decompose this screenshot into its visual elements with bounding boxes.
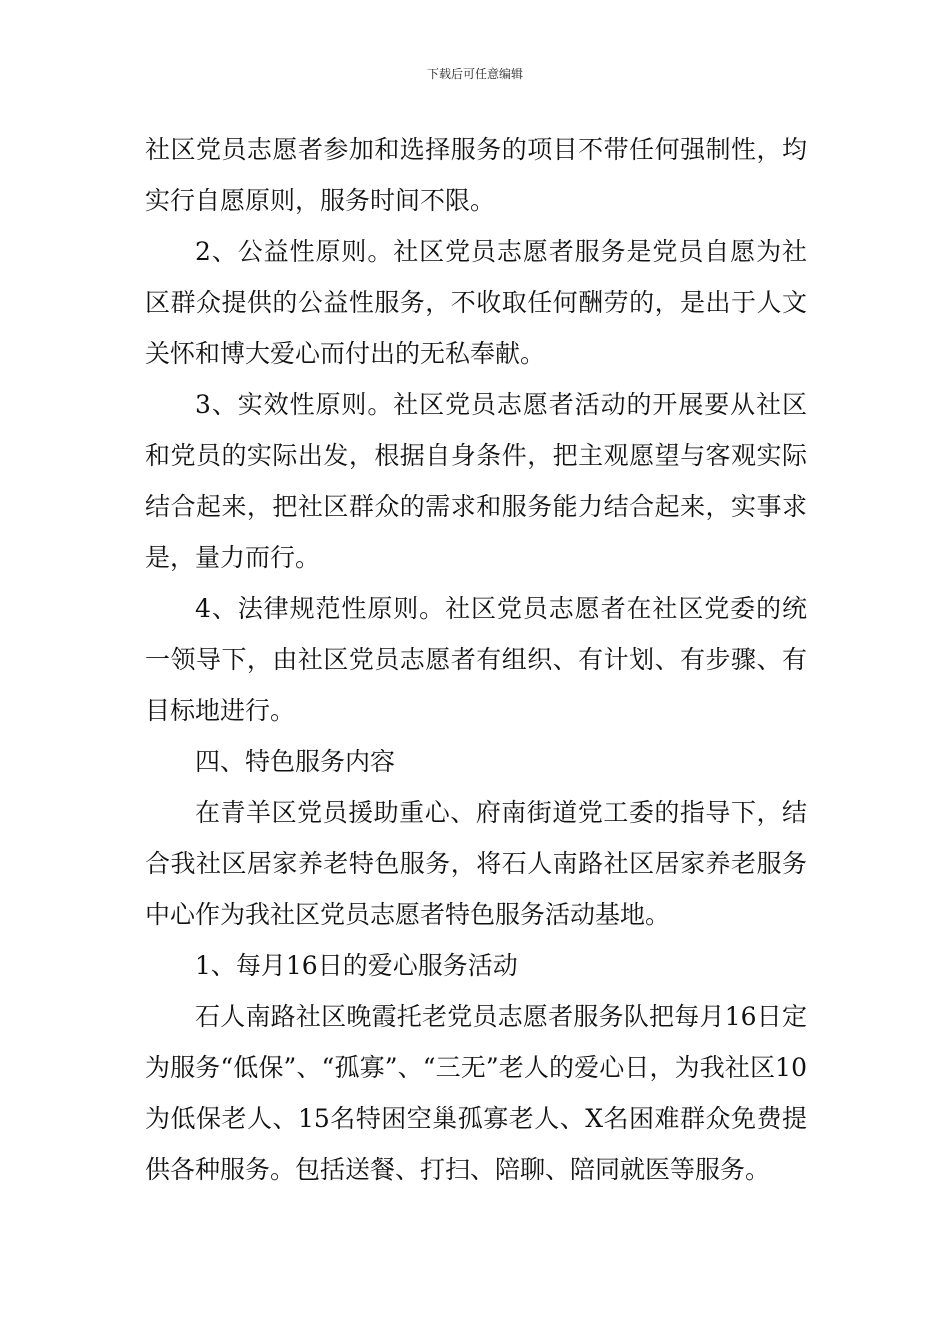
paragraph-2: 2、公益性原则。社区党员志愿者服务是党员自愿为社区群众提供的公益性服务，不收取任何酬劳的，是出于人文关怀和博大爱心而付出的无私奉献。 [145, 237, 807, 368]
section-heading: 四、特色服务内容 [195, 747, 396, 776]
paragraph-6: 在青羊区党员援助重心、府南街道党工委的指导下，结合我社区居家养老特色服务，将石人南路社区居家养老服务中心作为我社区党员志愿者特色服务活动基地。 [145, 798, 807, 929]
paragraph-8: 石人南路社区晚霞托老党员志愿者服务队把每月16日定为服务“低保”、“孤寡”、“三无”老人的爱心日，为我社区10为低保老人、15名特困空巢孤寡老人、X名困难群众免费提供各种服务。包括送餐、打扫、陪聊、陪同就医等服务。 [145, 1002, 807, 1184]
paragraph-4: 4、法律规范性原则。社区党员志愿者在社区党委的统一领导下，由社区党员志愿者有组织、有计划、有步骤、有目标地进行。 [145, 594, 807, 725]
paragraph-1: 社区党员志愿者参加和选择服务的项目不带任何强制性，均实行自愿原则，服务时间不限。 [145, 135, 807, 215]
paragraph-3: 3、实效性原则。社区党员志愿者活动的开展要从社区和党员的实际出发，根据自身条件，把主观愿望与客观实际结合起来，把社区群众的需求和服务能力结合起来，实事求是，量力而行。 [145, 390, 807, 572]
document-body [145, 124, 807, 1195]
subsection-heading: 1、每月16日的爱心服务活动 [195, 951, 518, 980]
page-header: 下载后可任意编辑 [426, 67, 523, 81]
